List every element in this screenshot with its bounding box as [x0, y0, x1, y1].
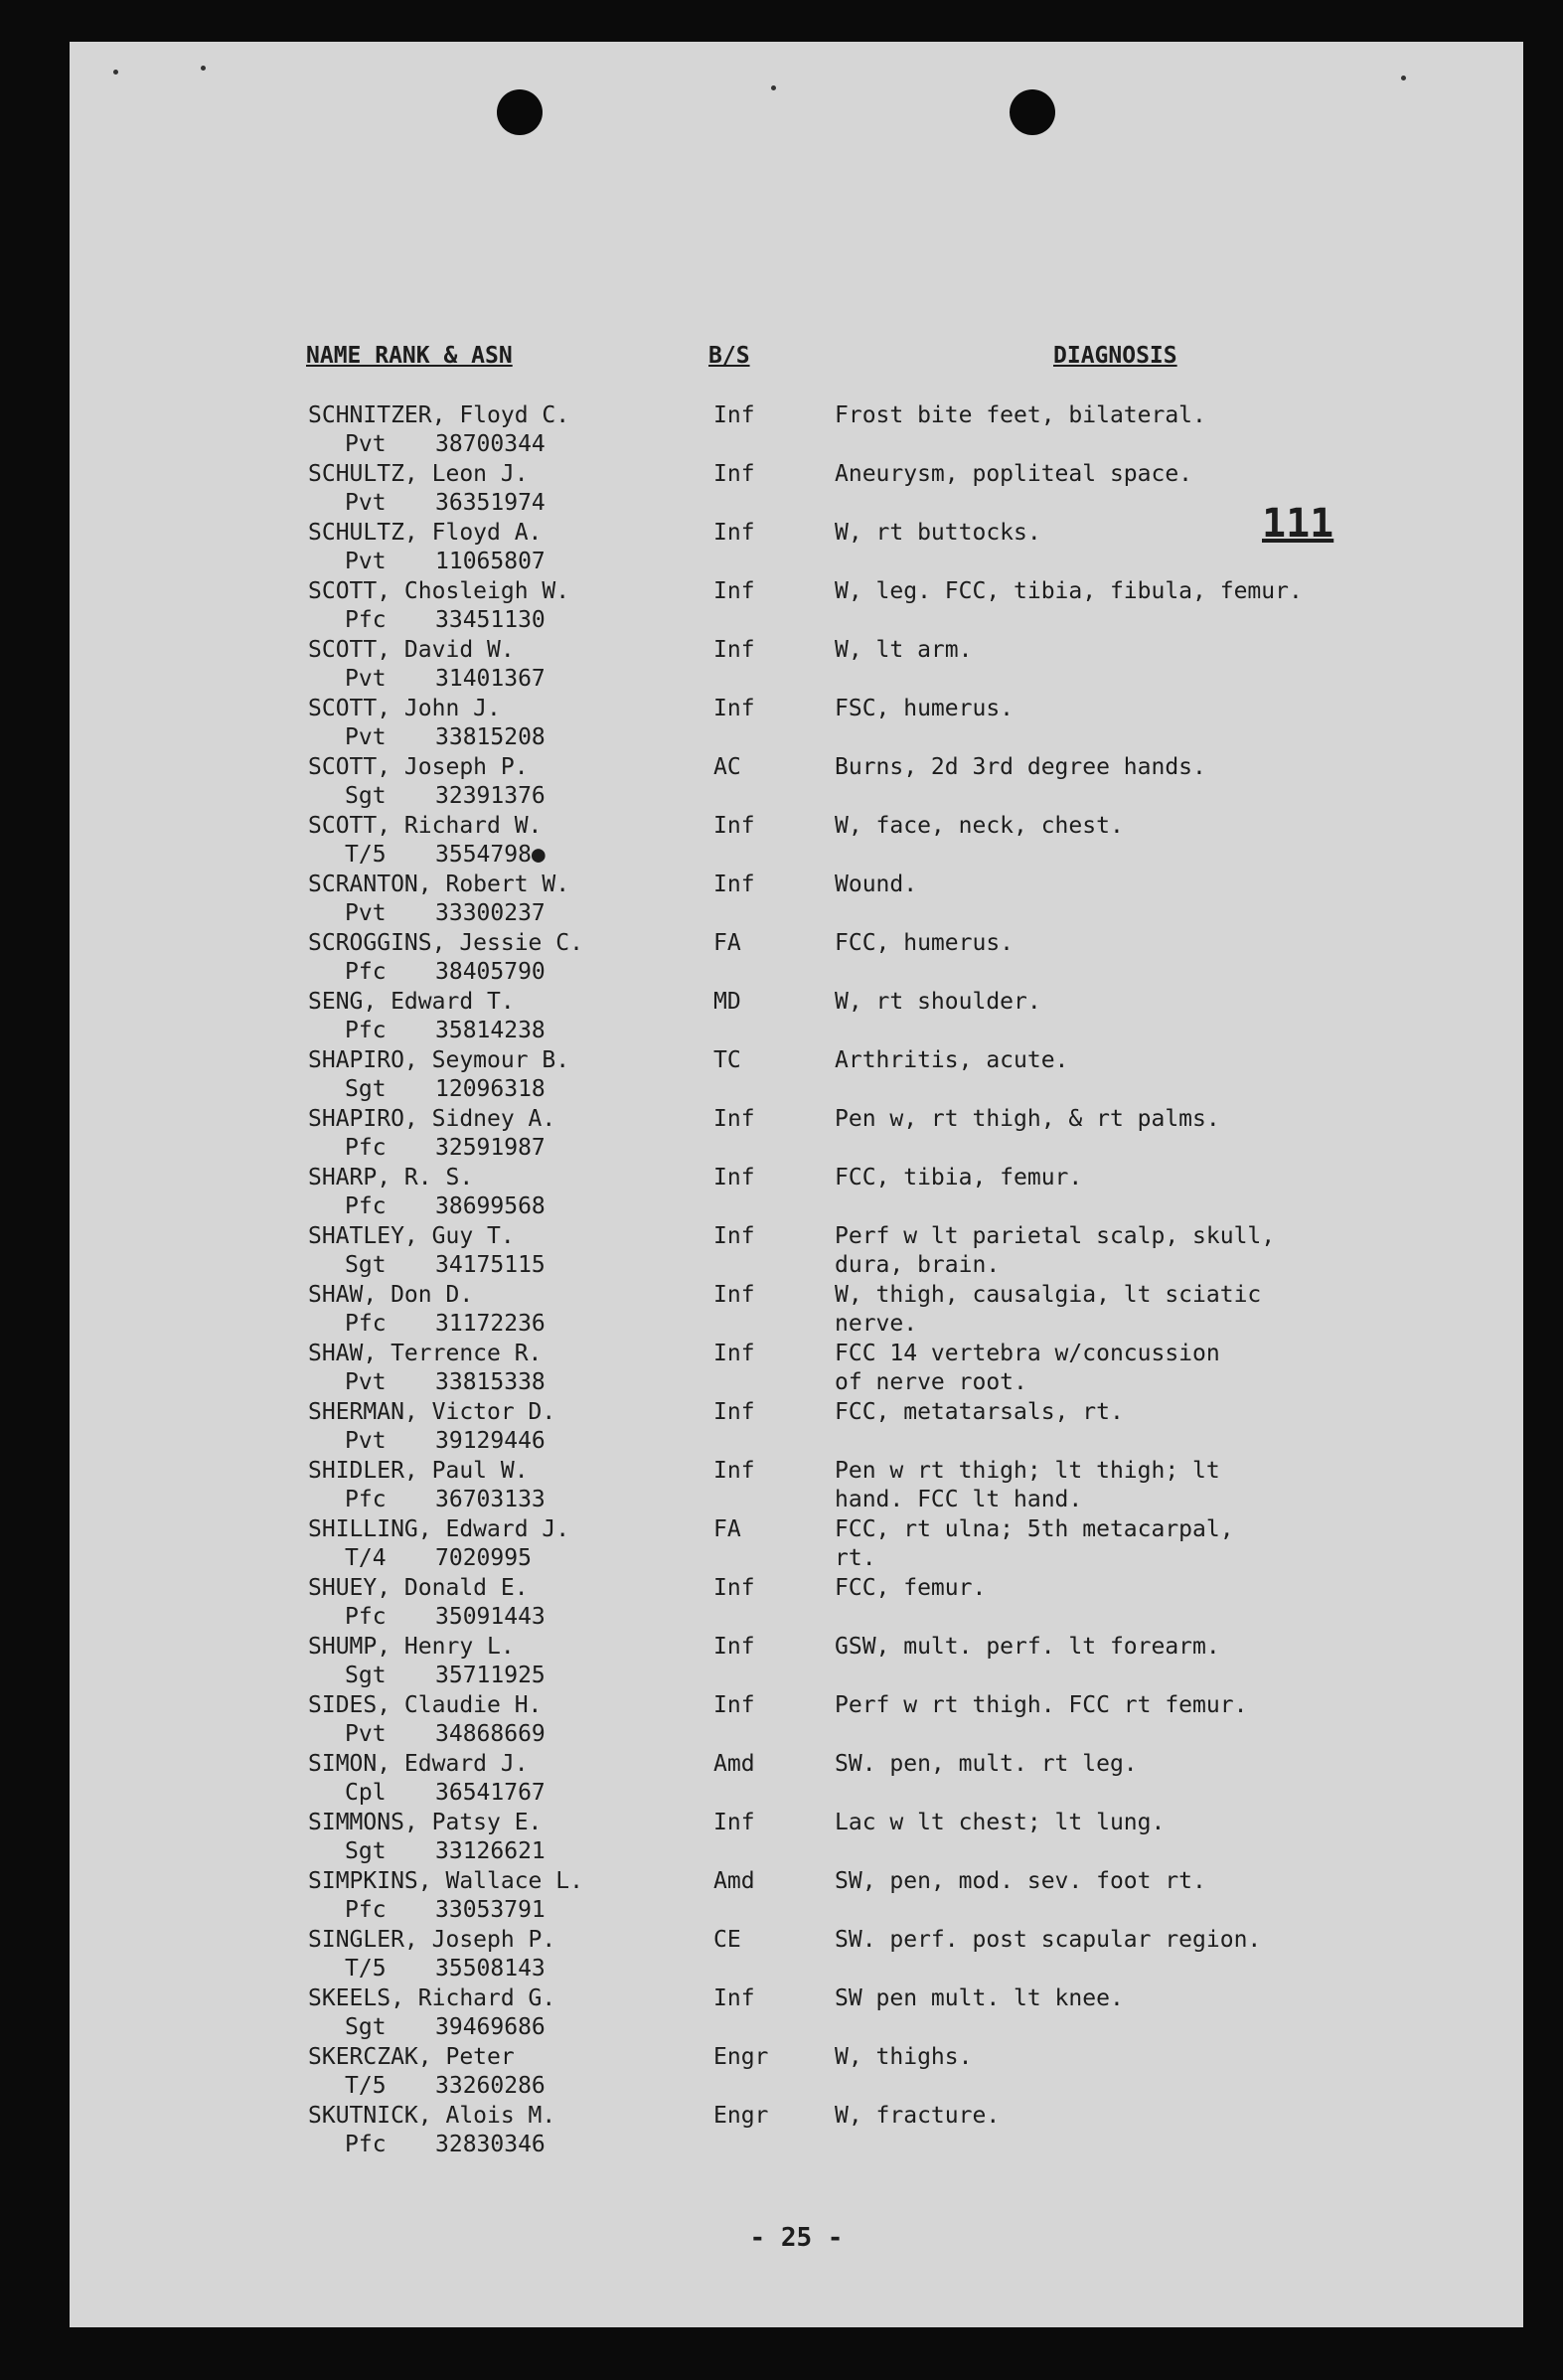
patient-rank: Pvt	[345, 549, 387, 574]
patient-name: SHUMP, Henry L.	[308, 1634, 515, 1660]
diagnosis-line-1: Frost bite feet, bilateral.	[835, 402, 1206, 428]
patient-name: SHAPIRO, Seymour B.	[308, 1047, 570, 1073]
table-row	[70, 636, 1523, 695]
diagnosis-line-1: Arthritis, acute.	[835, 1047, 1069, 1073]
patient-asn: 32830346	[435, 2132, 546, 2157]
speck	[771, 85, 776, 90]
patient-rank: Pvt	[345, 666, 387, 692]
patient-name: SCOTT, Chosleigh W.	[308, 578, 570, 604]
patient-branch: Inf	[713, 1223, 755, 1249]
patient-branch: MD	[713, 989, 741, 1015]
patient-branch: Inf	[713, 461, 755, 487]
patient-rank: Pfc	[345, 959, 387, 985]
patient-name: SHERMAN, Victor D.	[308, 1399, 556, 1425]
table-row	[70, 577, 1523, 636]
patient-asn: 33053791	[435, 1897, 546, 1923]
patient-asn: 36351974	[435, 490, 546, 516]
patient-name: SHATLEY, Guy T.	[308, 1223, 515, 1249]
patient-rank: Pfc	[345, 1311, 387, 1337]
patient-asn: 33260286	[435, 2073, 546, 2099]
patient-name: SIMPKINS, Wallace L.	[308, 1868, 583, 1894]
diagnosis-line-2: of nerve root.	[835, 1369, 1027, 1395]
patient-asn: 12096318	[435, 1076, 546, 1102]
patient-asn: 36703133	[435, 1487, 546, 1512]
patient-asn: 33815208	[435, 724, 546, 750]
patient-name: SHARP, R. S.	[308, 1165, 474, 1190]
patient-rank: Sgt	[345, 1076, 387, 1102]
diagnosis-line-1: Aneurysm, popliteal space.	[835, 461, 1193, 487]
patient-rank: T/4	[345, 1545, 387, 1571]
patient-rank: Pvt	[345, 900, 387, 926]
table-row	[70, 2043, 1523, 2102]
patient-name: SIMMONS, Patsy E.	[308, 1810, 543, 1835]
patient-name: SHIDLER, Paul W.	[308, 1458, 529, 1484]
header-diagnosis: DIAGNOSIS	[1053, 343, 1177, 369]
patient-rank: T/5	[345, 2073, 387, 2099]
patient-asn: 33815338	[435, 1369, 546, 1395]
patient-asn: 35091443	[435, 1604, 546, 1630]
diagnosis-line-1: SW, pen, mod. sev. foot rt.	[835, 1868, 1206, 1894]
table-row	[70, 695, 1523, 753]
patient-branch: Engr	[713, 2103, 769, 2129]
patient-branch: Inf	[713, 1341, 755, 1366]
patient-rank: Sgt	[345, 1252, 387, 1278]
diagnosis-line-2: rt.	[835, 1545, 876, 1571]
patient-branch: Inf	[713, 1985, 755, 2011]
table-row	[70, 1222, 1523, 1281]
patient-name: SKUTNICK, Alois M.	[308, 2103, 556, 2129]
diagnosis-line-1: W, rt buttocks.	[835, 520, 1041, 546]
table-row	[70, 1750, 1523, 1809]
patient-asn: 36541767	[435, 1780, 546, 1806]
patient-branch: Inf	[713, 1634, 755, 1660]
table-row	[70, 1633, 1523, 1691]
patient-name: SHAW, Terrence R.	[308, 1341, 543, 1366]
diagnosis-line-1: FCC 14 vertebra w/concussion	[835, 1341, 1220, 1366]
table-row	[70, 1926, 1523, 1984]
diagnosis-line-1: Lac w lt chest; lt lung.	[835, 1810, 1166, 1835]
patient-rank: Pvt	[345, 490, 387, 516]
patient-asn: 39469686	[435, 2014, 546, 2040]
diagnosis-line-1: W, thigh, causalgia, lt sciatic	[835, 1282, 1262, 1308]
patient-asn: 35814238	[435, 1018, 546, 1043]
patient-rank: Pvt	[345, 1721, 387, 1747]
patient-branch: Inf	[713, 1399, 755, 1425]
patient-branch: AC	[713, 754, 741, 780]
patient-asn: 31172236	[435, 1311, 546, 1337]
patient-branch: Inf	[713, 1692, 755, 1718]
patient-rank: Sgt	[345, 783, 387, 809]
patient-asn: 33300237	[435, 900, 546, 926]
patient-branch: Inf	[713, 1165, 755, 1190]
diagnosis-line-1: Pen w, rt thigh, & rt palms.	[835, 1106, 1220, 1132]
patient-branch: FA	[713, 1516, 741, 1542]
table-row	[70, 929, 1523, 988]
patient-asn: 31401367	[435, 666, 546, 692]
patient-asn: 32591987	[435, 1135, 546, 1161]
table-row	[70, 460, 1523, 519]
patient-rank: Pfc	[345, 1018, 387, 1043]
table-row	[70, 1340, 1523, 1398]
patient-branch: Inf	[713, 813, 755, 839]
speck	[113, 70, 118, 75]
diagnosis-line-1: Pen w rt thigh; lt thigh; lt	[835, 1458, 1220, 1484]
diagnosis-line-1: FCC, tibia, femur.	[835, 1165, 1083, 1190]
speck	[1401, 76, 1406, 80]
patient-name: SCHULTZ, Floyd A.	[308, 520, 543, 546]
patient-name: SKERCZAK, Peter	[308, 2044, 515, 2070]
patient-name: SCHNITZER, Floyd C.	[308, 402, 570, 428]
patient-branch: Inf	[713, 1575, 755, 1601]
patient-branch: Engr	[713, 2044, 769, 2070]
diagnosis-line-1: GSW, mult. perf. lt forearm.	[835, 1634, 1220, 1660]
patient-name: SIMON, Edward J.	[308, 1751, 529, 1777]
diagnosis-line-1: FCC, humerus.	[835, 930, 1015, 956]
patient-asn: 38405790	[435, 959, 546, 985]
patient-rank: T/5	[345, 1956, 387, 1982]
patient-branch: Amd	[713, 1751, 755, 1777]
patient-rank: Sgt	[345, 1838, 387, 1864]
patient-rank: T/5	[345, 842, 387, 868]
patient-rank: Pvt	[345, 1369, 387, 1395]
table-row	[70, 812, 1523, 871]
diagnosis-line-1: W, thighs.	[835, 2044, 973, 2070]
diagnosis-line-1: FSC, humerus.	[835, 696, 1015, 721]
patient-rank: Pvt	[345, 431, 387, 457]
diagnosis-line-1: FCC, femur.	[835, 1575, 987, 1601]
patient-rank: Pvt	[345, 1428, 387, 1454]
patient-asn: 32391376	[435, 783, 546, 809]
table-row	[70, 1867, 1523, 1926]
table-row	[70, 1281, 1523, 1340]
patient-rank: Pfc	[345, 1604, 387, 1630]
patient-branch: TC	[713, 1047, 741, 1073]
header-name-rank-asn: NAME RANK & ASN	[306, 343, 513, 369]
diagnosis-line-1: W, leg. FCC, tibia, fibula, femur.	[835, 578, 1303, 604]
patient-rank: Pvt	[345, 724, 387, 750]
diagnosis-line-1: SW pen mult. lt knee.	[835, 1985, 1124, 2011]
diagnosis-line-1: Wound.	[835, 872, 918, 897]
table-row	[70, 1515, 1523, 1574]
patient-asn: 34175115	[435, 1252, 546, 1278]
patient-name: SCOTT, David W.	[308, 637, 515, 663]
punch-hole-left	[497, 89, 543, 135]
patient-name: SCROGGINS, Jessie C.	[308, 930, 583, 956]
patient-asn: 38699568	[435, 1193, 546, 1219]
patient-branch: FA	[713, 930, 741, 956]
patient-rank: Sgt	[345, 2014, 387, 2040]
patient-rank: Pfc	[345, 1897, 387, 1923]
patient-asn: 38700344	[435, 431, 546, 457]
diagnosis-line-1: W, lt arm.	[835, 637, 973, 663]
header-bs: B/S	[708, 343, 750, 369]
patient-asn: 35711925	[435, 1663, 546, 1688]
patient-rank: Pfc	[345, 2132, 387, 2157]
patient-branch: Inf	[713, 637, 755, 663]
diagnosis-line-2: hand. FCC lt hand.	[835, 1487, 1083, 1512]
diagnosis-line-2: dura, brain.	[835, 1252, 1001, 1278]
patient-asn: 39129446	[435, 1428, 546, 1454]
patient-branch: Inf	[713, 696, 755, 721]
table-row	[70, 401, 1523, 460]
table-row	[70, 1691, 1523, 1750]
patient-rank: Cpl	[345, 1780, 387, 1806]
patient-asn: 3554798●	[435, 842, 546, 868]
patient-name: SHUEY, Donald E.	[308, 1575, 529, 1601]
patient-asn: 33451130	[435, 607, 546, 633]
table-row	[70, 1457, 1523, 1515]
patient-name: SHAW, Don D.	[308, 1282, 474, 1308]
table-row	[70, 1046, 1523, 1105]
patient-branch: Inf	[713, 578, 755, 604]
diagnosis-line-1: Perf w lt parietal scalp, skull,	[835, 1223, 1276, 1249]
diagnosis-line-1: FCC, rt ulna; 5th metacarpal,	[835, 1516, 1234, 1542]
table-row	[70, 988, 1523, 1046]
diagnosis-line-1: FCC, metatarsals, rt.	[835, 1399, 1124, 1425]
diagnosis-line-1: W, face, neck, chest.	[835, 813, 1124, 839]
table-row	[70, 519, 1523, 577]
handwritten-margin-number: 111	[1262, 501, 1334, 547]
patient-branch: Inf	[713, 1810, 755, 1835]
table-row	[70, 1398, 1523, 1457]
patient-asn: 7020995	[435, 1545, 532, 1571]
patient-name: SHILLING, Edward J.	[308, 1516, 570, 1542]
patient-name: SCRANTON, Robert W.	[308, 872, 570, 897]
table-row	[70, 871, 1523, 929]
table-row	[70, 1574, 1523, 1633]
patient-branch: Amd	[713, 1868, 755, 1894]
patient-rank: Pfc	[345, 607, 387, 633]
patient-asn: 11065807	[435, 549, 546, 574]
patient-branch: Inf	[713, 1282, 755, 1308]
diagnosis-line-1: W, fracture.	[835, 2103, 1001, 2129]
patient-name: SENG, Edward T.	[308, 989, 515, 1015]
patient-branch: Inf	[713, 520, 755, 546]
diagnosis-line-1: W, rt shoulder.	[835, 989, 1041, 1015]
table-row	[70, 1809, 1523, 1867]
diagnosis-line-1: SW. pen, mult. rt leg.	[835, 1751, 1138, 1777]
patient-branch: Inf	[713, 1458, 755, 1484]
patient-rank: Pfc	[345, 1135, 387, 1161]
patient-rank: Pfc	[345, 1193, 387, 1219]
patient-branch: Inf	[713, 402, 755, 428]
patient-name: SHAPIRO, Sidney A.	[308, 1106, 556, 1132]
patient-list	[70, 401, 1523, 2160]
patient-name: SIDES, Claudie H.	[308, 1692, 543, 1718]
table-row	[70, 1984, 1523, 2043]
diagnosis-line-1: Burns, 2d 3rd degree hands.	[835, 754, 1206, 780]
document-page	[70, 42, 1523, 2327]
patient-asn: 34868669	[435, 1721, 546, 1747]
table-row	[70, 2102, 1523, 2160]
table-row	[70, 753, 1523, 812]
patient-asn: 33126621	[435, 1838, 546, 1864]
table-row	[70, 1164, 1523, 1222]
page-number: - 25 -	[749, 2223, 844, 2253]
patient-rank: Pfc	[345, 1487, 387, 1512]
patient-branch: CE	[713, 1927, 741, 1953]
diagnosis-line-1: Perf w rt thigh. FCC rt femur.	[835, 1692, 1248, 1718]
patient-name: SCOTT, Joseph P.	[308, 754, 529, 780]
patient-name: SKEELS, Richard G.	[308, 1985, 556, 2011]
table-row	[70, 1105, 1523, 1164]
patient-name: SCOTT, John J.	[308, 696, 501, 721]
diagnosis-line-2: nerve.	[835, 1311, 918, 1337]
patient-rank: Sgt	[345, 1663, 387, 1688]
patient-branch: Inf	[713, 1106, 755, 1132]
patient-name: SCOTT, Richard W.	[308, 813, 543, 839]
patient-asn: 35508143	[435, 1956, 546, 1982]
speck	[201, 66, 206, 71]
punch-hole-right	[1010, 89, 1055, 135]
patient-name: SCHULTZ, Leon J.	[308, 461, 529, 487]
diagnosis-line-1: SW. perf. post scapular region.	[835, 1927, 1262, 1953]
patient-branch: Inf	[713, 872, 755, 897]
patient-name: SINGLER, Joseph P.	[308, 1927, 556, 1953]
